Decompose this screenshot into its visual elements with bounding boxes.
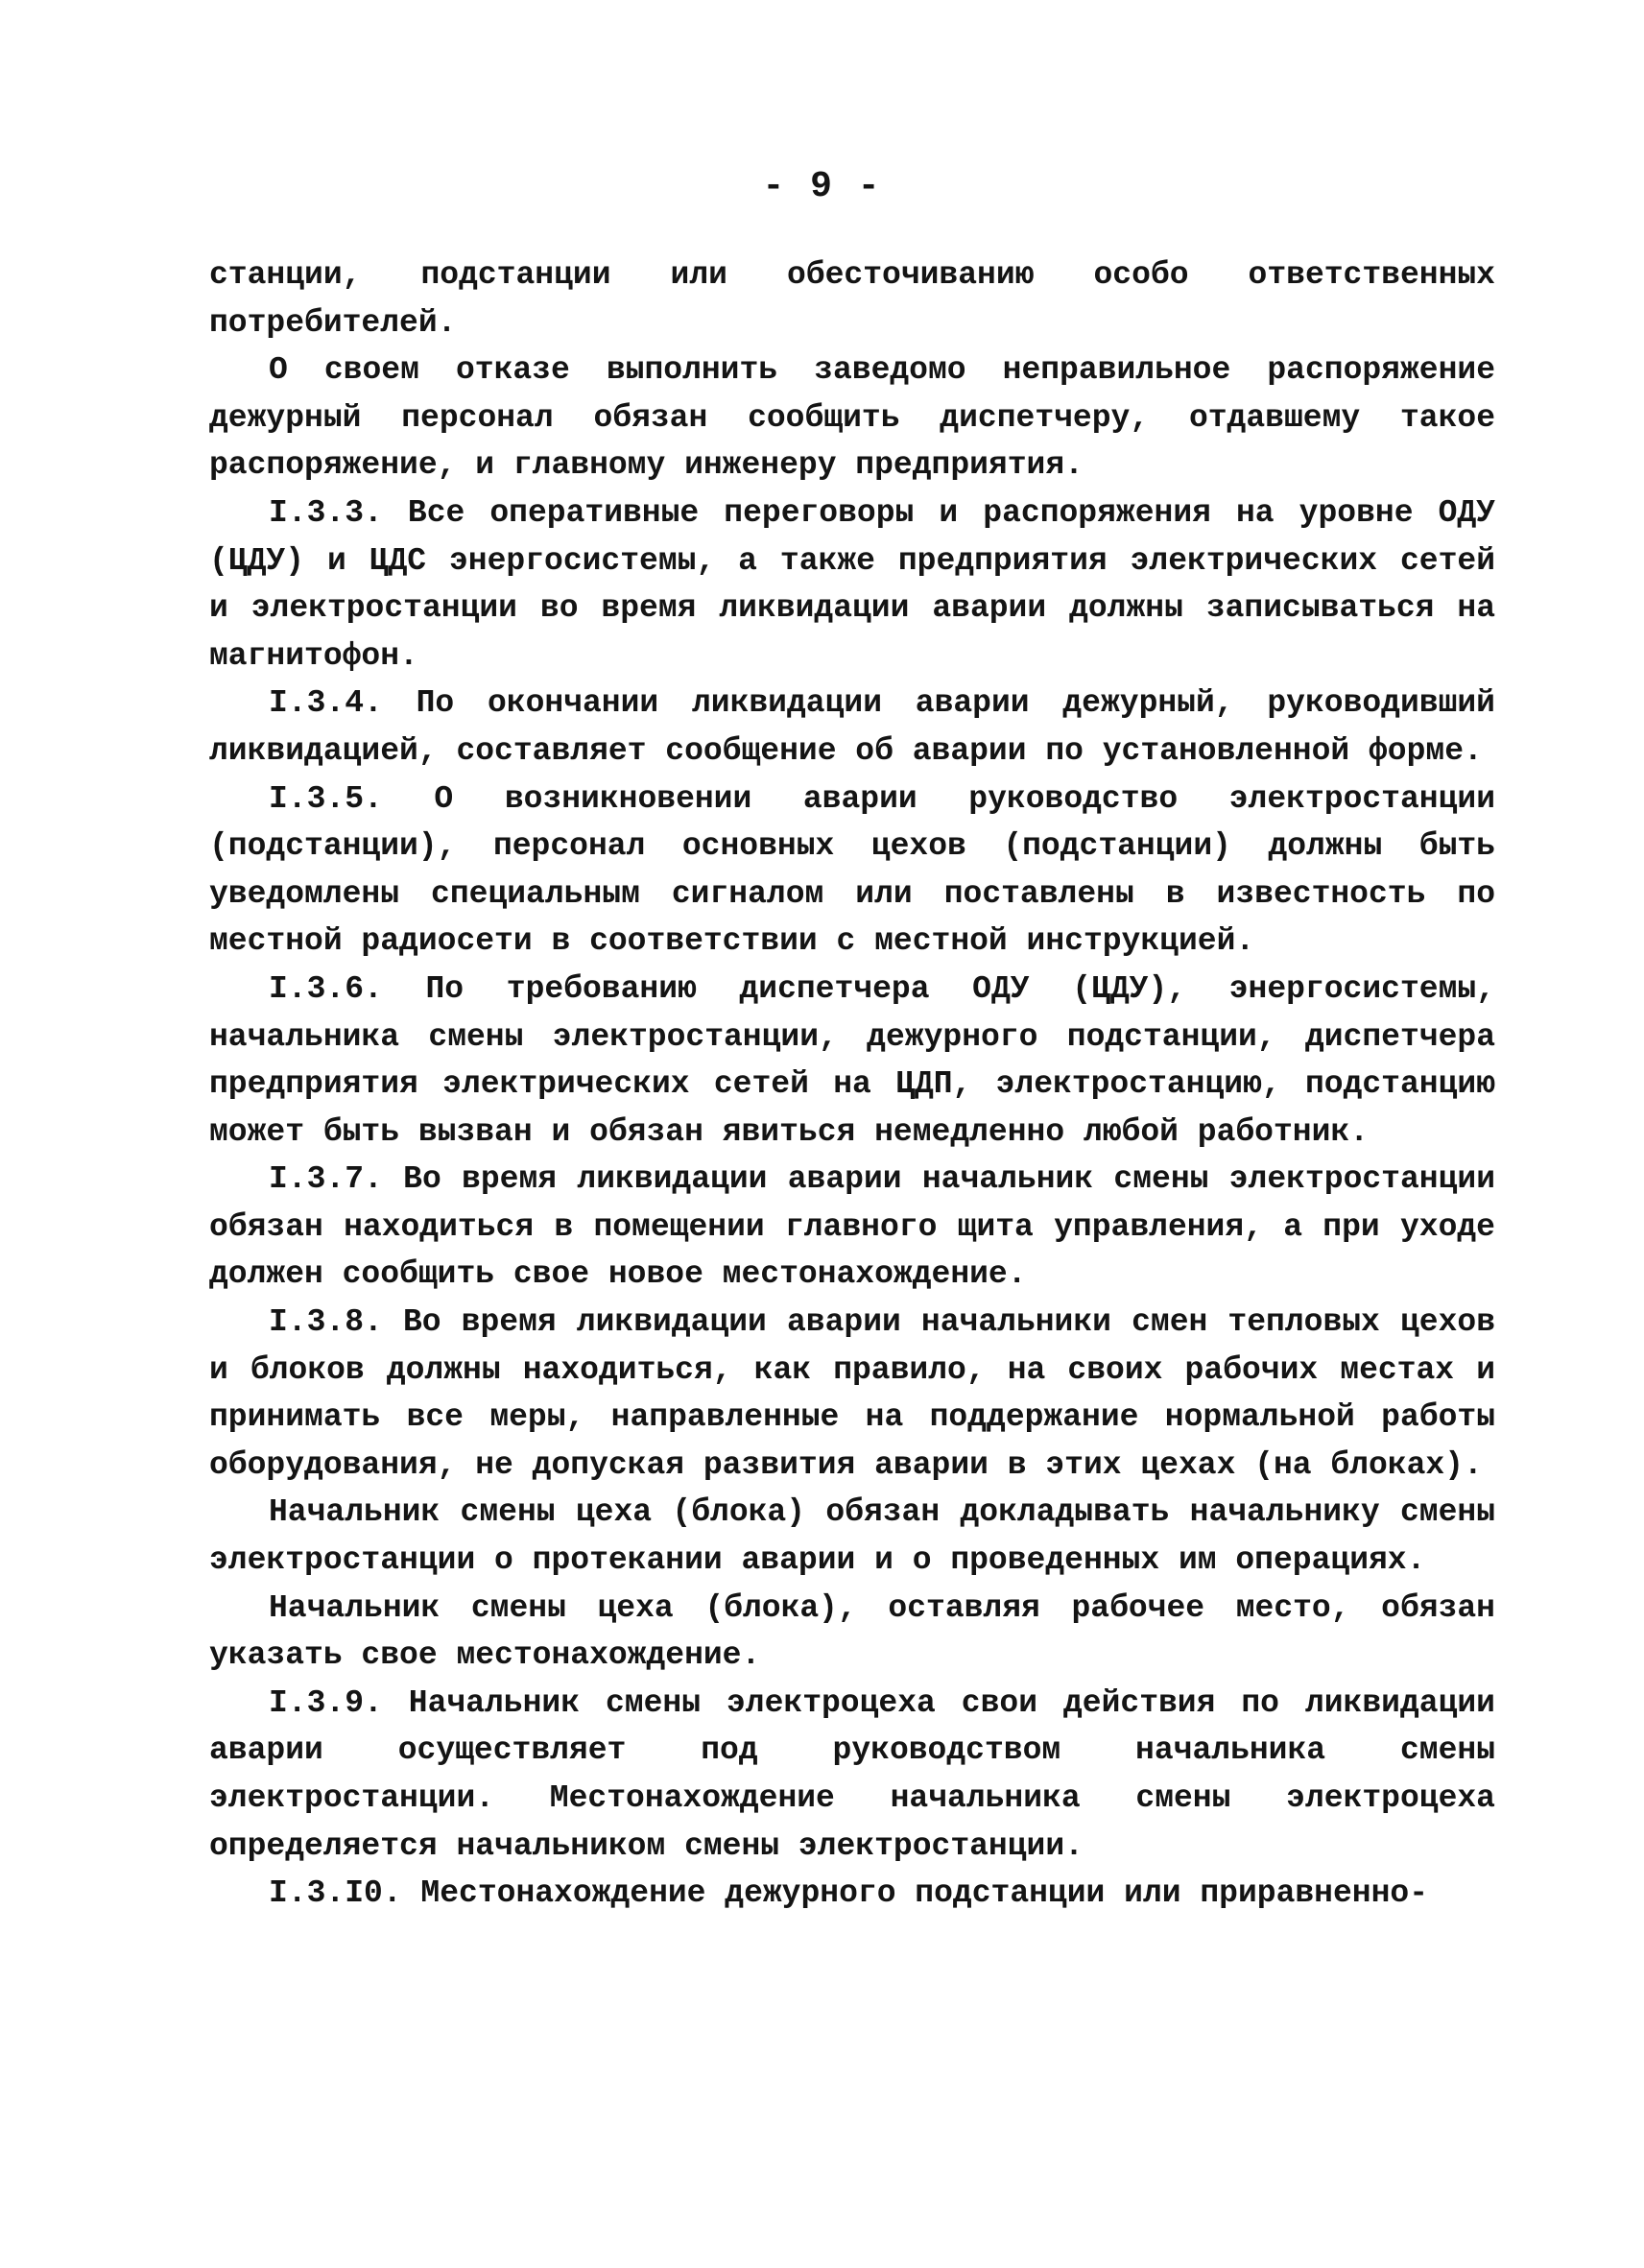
paragraph: станции, подстанции или обесточиванию особо ответственных потребителей. — [209, 257, 1495, 341]
paragraph: I.3.4. По окончании ликвидации аварии дежурный, руководивший ликвидацией, составляет сообщение об аварии по установленной форме. — [209, 685, 1495, 769]
paragraph: I.3.I0. Местонахождение дежурного подстанции или приравненно- — [269, 1875, 1428, 1912]
paragraph: I.3.7. Во время ликвидации аварии начальник смены электростанции обязан находиться в помещении главного щита управления, а при уходе должен сообщить свое новое местонахождение. — [209, 1161, 1495, 1293]
paragraph: Начальник смены цеха (блока) обязан докладывать начальнику смены электростанции о протекании аварии и о проведенных им операциях. — [209, 1494, 1495, 1579]
paragraph: I.3.5. О возникновении аварии руководство электростанции (подстанции), персонал основных цехов (подстанции) должны быть уведомлены специальным сигналом или поставлены в известность по местной радиосети в соответствии с местной инструкцией. — [209, 780, 1495, 960]
paragraph: Начальник смены цеха (блока), оставляя рабочее место, обязан указать свое местонахождение. — [209, 1589, 1495, 1674]
paragraph: I.3.6. По требованию диспетчера ОДУ (ЦДУ), энергосистемы, начальника смены электростанции, дежурного подстанции, диспетчера предприятия электрических сетей на ЦДП, электростанцию, подстанцию может быть вызван и обязан явиться немедленно любой работник. — [209, 970, 1495, 1150]
paragraph: I.3.3. Все оперативные переговоры и распоряжения на уровне ОДУ (ЦДУ) и ЦДС энергосистемы, а также предприятия электрических сетей и электростанции во время ликвидации аварии должны записываться на магнитофон. — [209, 494, 1495, 674]
page-number: - 9 - — [762, 166, 882, 207]
body-text — [209, 251, 1495, 1918]
paragraph: I.3.8. Во время ликвидации аварии начальники смен тепловых цехов и блоков должны находиться, как правило, на своих рабочих местах и принимать все меры, направленные на поддержание нормальной работы оборудования, не допуская развития аварии в этих цехах (на блоках). — [209, 1304, 1495, 1483]
paragraph: I.3.9. Начальник смены электроцеха свои действия по ликвидации аварии осуществляет под руководством начальника смены электростанции. Местонахождение начальника смены электроцеха определяется начальником смены электростанции. — [209, 1684, 1495, 1864]
paragraph: О своем отказе выполнить заведомо неправильное распоряжение дежурный персонал обязан сообщить диспетчеру, отдавшему такое распоряжение, и главному инженеру предприятия. — [209, 352, 1495, 484]
